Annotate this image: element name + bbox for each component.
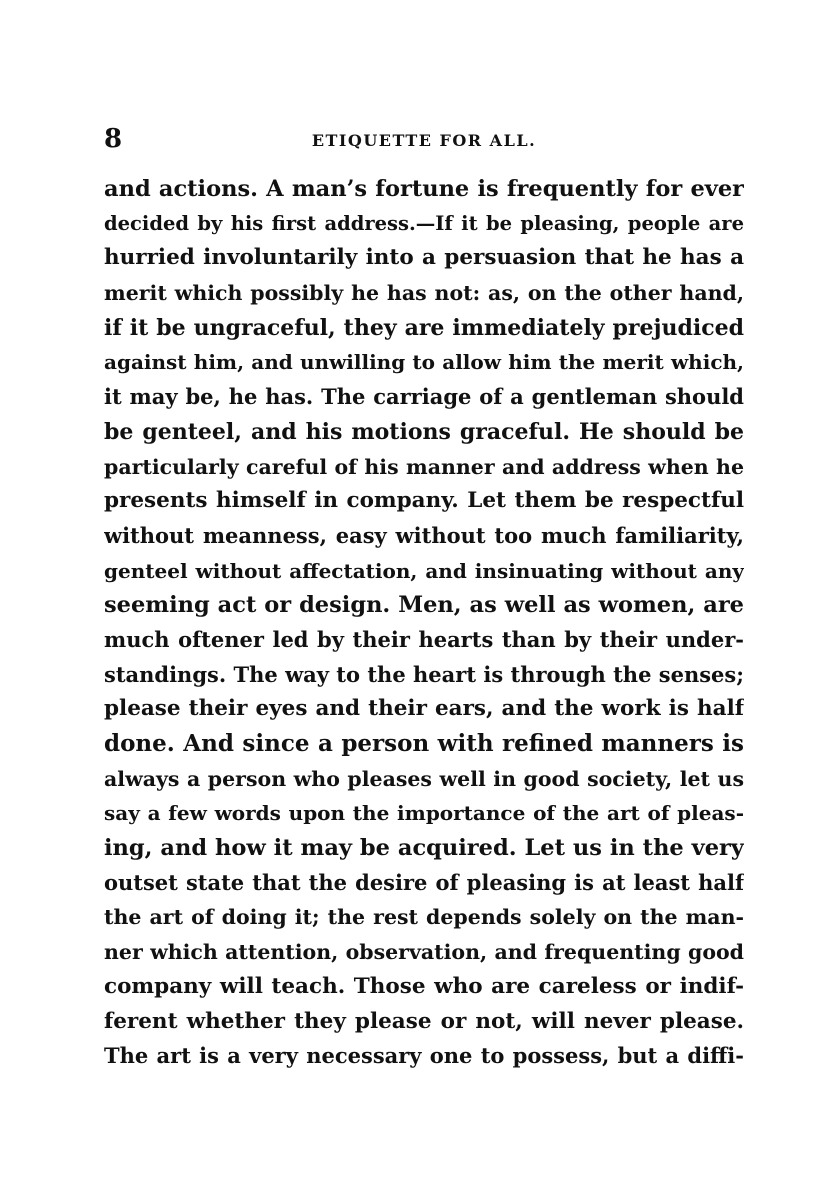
text-line: standings. The way to the heart is through the senses; [104,661,744,687]
text-line: decided by his first address.—If it be pleasing, people are [104,211,744,235]
text-line: merit which possibly he has not: as, on the other hand, [104,281,744,306]
text-line: hurried involuntarily into a persuasion that he has a [104,245,744,271]
text-line: genteel without affectation, and insinuating without any [104,558,744,583]
text-line: seeming act or design. Men, as well as women, are [104,592,744,619]
text-line: please their eyes and their ears, and the work is half [104,696,744,722]
text-line: presents himself in company. Let them be respectful [104,488,744,514]
text-line: ing, and how it may be acquired. Let us in the very [104,835,744,862]
text-line: it may be, he has. The carriage of a gentleman should [104,384,744,410]
text-line: be genteel, and his motions graceful. He should be [104,418,744,445]
text-line: say a few words upon the importance of the art of pleas- [104,801,744,826]
text-line: the art of doing it; the rest depends solely on the man- [104,905,744,930]
text-line: done. And since a person with refined manners is [104,730,744,757]
body-text [104,172,744,1074]
text-line: ner which attention, observation, and frequenting good [104,940,744,965]
running-head: ETIQUETTE FOR ALL. [311,131,537,150]
text-line: against him, and unwilling to allow him the merit which, [104,350,744,375]
text-line: company will teach. Those who are careless or indif- [104,973,744,999]
page-number: 8 [104,124,123,154]
text-line: always a person who pleases well in good society, let us [104,766,744,791]
text-line: much oftener led by their hearts than by their under- [104,626,744,652]
page-header [104,122,744,156]
text-line: ferent whether they please or not, will never please. [104,1008,744,1034]
text-line: particularly careful of his manner and address when he [104,454,744,479]
text-line: and actions. A man’s fortune is frequently for ever [104,176,744,202]
text-line: without meanness, easy without too much familiarity, [104,522,744,548]
text-line: if it be ungraceful, they are immediately prejudiced [104,314,744,341]
text-line: outset state that the desire of pleasing is at least half [104,869,744,895]
text-line: The art is a very necessary one to possess, but a diffi- [104,1043,744,1069]
